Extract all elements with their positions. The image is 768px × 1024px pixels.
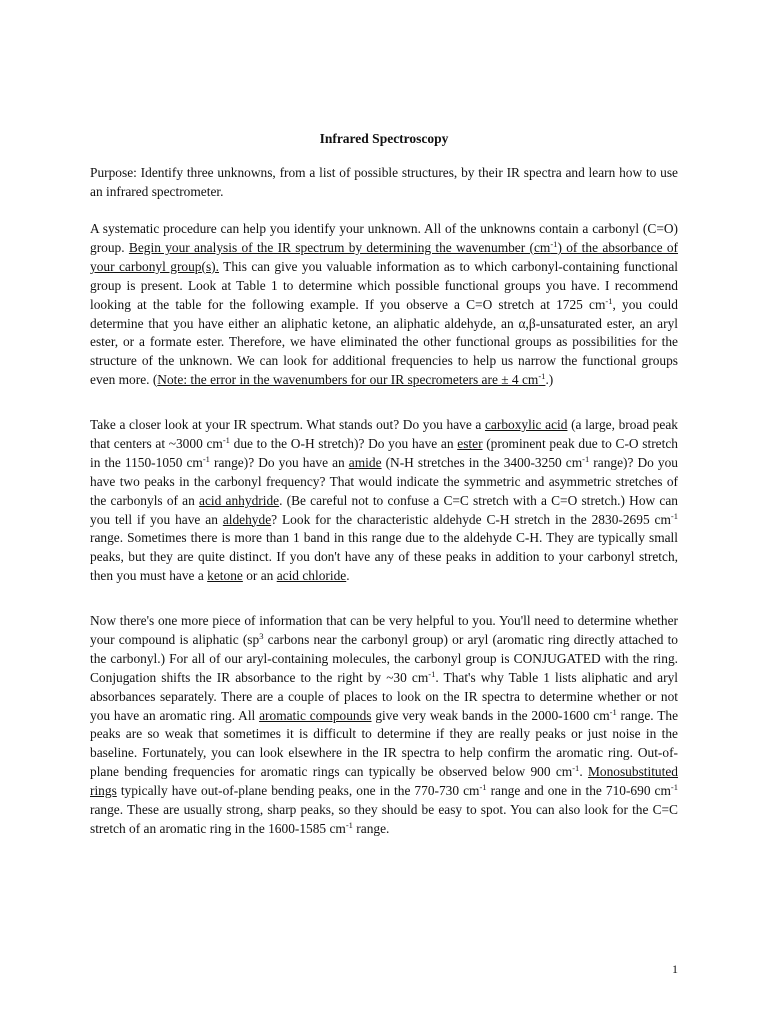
text-run: Begin your analysis of the IR spectrum by determining the wavenumber (cm	[128, 239, 551, 255]
text-run: Now there's one more piece of information that can be very helpful to you. You'll need to determine whether your compound is aliphatic (sp	[90, 613, 678, 647]
superscript: -1	[609, 706, 617, 717]
term-carboxylic-acid: carboxylic acid	[484, 417, 568, 432]
term-amide: amide	[348, 454, 382, 470]
text-run: (prominent peak due to C-O stretch in the 1150-1050 cm	[90, 435, 678, 470]
text-run: range. Sometimes there is more than 1 band in this range due to the aldehyde C-H. They are typically small peaks, but they are quite distinct. If you don't have any of these peaks in addition to your carbonyl stretch, then you must have a	[90, 530, 678, 584]
superscript: -1	[345, 819, 353, 830]
term-monosubstituted-rings: Monosubstituted rings	[90, 764, 678, 799]
text-run: .	[346, 568, 350, 584]
purpose-text: Identify three unknowns, from a list of possible structures, by their IR spectra and learn how to use an infrared spectrometer.	[90, 165, 678, 199]
text-run: range. The peaks are so weak that sometimes it is difficult to determine if they are really peaks or just noise in the baseline. Fortunately, you can look elsewhere in the IR spectra to help confirm the aromatic ring. Out-of-plane bending frequencies for aromatic rings can typically be observed below 900 cm	[90, 707, 679, 780]
purpose-label: Purpose:	[90, 165, 137, 180]
text-run: typically have out-of-plane bending peaks, one in the 770-730 cm	[116, 783, 480, 799]
text-run: or an	[242, 568, 277, 584]
page-number: 1	[672, 962, 678, 976]
text-run: A systematic procedure can help you identify your unknown. All of the unknowns contain a carbonyl (C=O) group.	[90, 221, 678, 255]
page-title: Infrared Spectroscopy	[319, 131, 449, 146]
term-ketone: ketone	[207, 568, 243, 584]
text-run: (a large, broad peak that centers at ~3000 cm	[90, 417, 678, 451]
text-run: ) of the absorbance of your carbonyl group(s).	[90, 239, 679, 274]
term-aldehyde: aldehyde	[222, 511, 272, 527]
text-run: This can give you valuable information as to which carbonyl-containing functional group is present. Look at Table 1 to determine which possible functional groups you have. I recommend looking at the table for the following example. If you observe a C=O stretch at 1725 cm	[90, 258, 678, 312]
text-run: . (Be careful not to confuse a C=C stretch with a C=O stretch.) How can you tell if you have an	[90, 492, 678, 527]
superscript: -1	[550, 238, 558, 249]
superscript: -1	[202, 453, 210, 464]
text-run: (N-H stretches in the 3400-3250 cm	[381, 454, 583, 470]
superscript: -1	[582, 453, 590, 464]
term-acid-anhydride: acid anhydride	[199, 492, 280, 508]
term-acid-chloride: acid chloride	[276, 568, 347, 584]
text-run: , you could determine that you have either an aliphatic ketone, an aliphatic aldehyde, an α,β-unsaturated ester, an aryl ester, or a formate ester. Therefore, we have eliminated the other functional groups as possibilities for the structure of the unknown. We can look for additional frequencies to help us narrow the functional groups even more. (	[90, 296, 678, 388]
text-run: range)? Do you have an	[209, 454, 349, 470]
functional-groups-paragraph	[90, 416, 678, 586]
superscript: -1	[605, 295, 613, 306]
text-run: due to the O-H stretch)? Do you have an	[229, 435, 458, 451]
term-aromatic-compounds: aromatic compounds	[259, 707, 372, 723]
text-run: range. These are usually strong, sharp peaks, so they should be easy to spot. You can also look for the C=C stretch of an aromatic ring in the 1600-1585 cm	[90, 802, 678, 836]
text-run: give very weak bands in the 2000-1600 cm	[371, 707, 610, 723]
text-run: range)? Do you have two peaks in the carbonyl frequency? That would indicate the symmetric and asymmetric stretches of the carbonyls of an	[90, 454, 679, 508]
aromatic-paragraph	[90, 612, 678, 839]
superscript: -1	[479, 782, 487, 793]
superscript: -1	[538, 371, 546, 382]
document-page	[90, 0, 678, 1024]
text-run: . That's why Table 1 lists aliphatic and aryl absorbances separately. There are a couple of places to look on the IR spectra to determine whether or not you have an aromatic ring. All	[90, 669, 678, 723]
superscript: -1	[222, 434, 230, 445]
text-run: .	[579, 764, 588, 780]
superscript: 3	[259, 630, 264, 641]
text-run: ? Look for the characteristic aldehyde C-H stretch in the 2830-2695 cm	[271, 511, 671, 527]
underlined-note	[157, 372, 545, 387]
superscript: -1	[670, 510, 678, 521]
text-run: Take a closer look at your IR spectrum. What stands out? Do you have a	[90, 417, 485, 432]
purpose-paragraph	[90, 164, 678, 202]
text-run: carbons near the carbonyl group) or aryl (aromatic ring directly attached to the carbonyl.) For all of our aryl-containing molecules, the carbonyl group is CONJUGATED with the ring. Conjugation shifts the IR absorbance to the right by ~30 cm	[90, 631, 678, 685]
carbonyl-paragraph	[90, 220, 678, 390]
text-run: range and one in the 710-690 cm	[486, 783, 671, 799]
superscript: -1	[428, 668, 436, 679]
superscript: -1	[670, 782, 678, 793]
term-ester: ester	[457, 435, 483, 451]
text-run: .)	[545, 372, 554, 388]
text-run: Note: the error in the wavenumbers for our IR specrometers are ± 4 cm	[157, 372, 539, 388]
superscript: -1	[572, 763, 580, 774]
text-run: range.	[352, 820, 390, 836]
